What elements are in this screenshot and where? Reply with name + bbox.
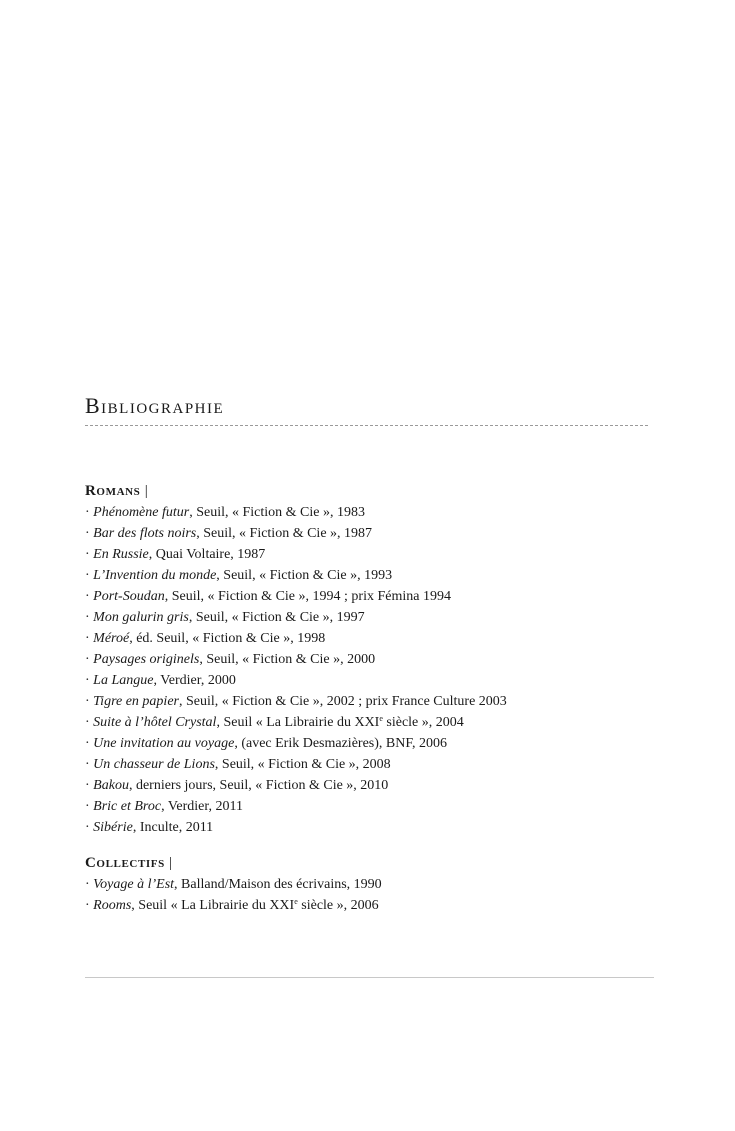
list-item xyxy=(85,895,382,916)
book-title: Paysages originels xyxy=(93,652,200,667)
book-title: Tigre en papier xyxy=(93,694,179,709)
book-title: Bakou xyxy=(93,778,129,793)
collectifs-list xyxy=(85,874,382,916)
book-title: Bric et Broc xyxy=(93,799,162,814)
bullet: · xyxy=(85,898,90,913)
book-title: Phénomène futur xyxy=(93,505,190,520)
book-details: , (avec Erik Desmazières), BNF, 2006 xyxy=(234,736,448,751)
bullet: · xyxy=(85,877,90,892)
book-details: , Seuil « La Librairie du XXI xyxy=(216,715,380,730)
list-item xyxy=(85,754,507,775)
book-title: Sibérie xyxy=(93,820,133,835)
section-title-collectifs xyxy=(85,853,382,874)
list-item xyxy=(85,544,507,565)
section-label: Romans xyxy=(85,483,141,499)
bullet: · xyxy=(85,715,90,730)
bullet: · xyxy=(85,799,90,814)
book-details: , derniers jours, Seuil, « Fiction & Cie », 2010 xyxy=(128,778,389,793)
page-title: Bibliographie xyxy=(85,393,225,418)
book-title: Méroé xyxy=(93,631,130,646)
list-item xyxy=(85,775,507,796)
list-item xyxy=(85,607,507,628)
bullet: · xyxy=(85,652,90,667)
bullet: · xyxy=(85,568,90,583)
book-title: Suite à l’hôtel Crystal xyxy=(93,715,217,730)
book-details: , Verdier, 2011 xyxy=(161,799,243,814)
section-separator: | xyxy=(169,855,173,871)
list-item xyxy=(85,874,382,895)
list-item xyxy=(85,817,507,838)
section-label: Collectifs xyxy=(85,855,165,871)
book-details: , éd. Seuil, « Fiction & Cie », 1998 xyxy=(129,631,326,646)
book-title: Une invitation au voyage xyxy=(93,736,235,751)
list-item xyxy=(85,733,507,754)
superscript: e xyxy=(294,897,298,906)
section-separator: | xyxy=(144,483,149,499)
dashed-divider xyxy=(85,425,648,426)
book-details: , Verdier, 2000 xyxy=(153,673,236,688)
bullet: · xyxy=(85,736,90,751)
book-details: , Balland/Maison des écrivains, 1990 xyxy=(174,877,382,892)
book-title: Bar des flots noirs xyxy=(93,526,197,541)
book-details: , Quai Voltaire, 1987 xyxy=(148,547,266,562)
book-details: , Seuil, « Fiction & Cie », 1993 xyxy=(216,568,393,583)
bullet: · xyxy=(85,673,90,688)
bullet: · xyxy=(85,631,90,646)
bullet: · xyxy=(85,694,90,709)
footer-divider xyxy=(85,977,654,978)
bullet: · xyxy=(85,547,90,562)
book-details-after: siècle », 2004 xyxy=(382,715,464,730)
bullet: · xyxy=(85,757,90,772)
book-title: Port-Soudan xyxy=(93,589,165,604)
book-details: , Seuil, « Fiction & Cie », 1987 xyxy=(196,526,373,541)
book-details: , Seuil, « Fiction & Cie », 1994 ; prix Fémina 1994 xyxy=(164,589,451,604)
section-collectifs xyxy=(85,853,382,916)
book-details: , Seuil, « Fiction & Cie », 2008 xyxy=(214,757,391,772)
bullet: · xyxy=(85,820,90,835)
list-item xyxy=(85,586,507,607)
book-details: , Seuil, « Fiction & Cie », 2000 xyxy=(199,652,376,667)
book-title: Voyage à l’Est xyxy=(93,877,175,892)
book-details-after: siècle », 2006 xyxy=(297,898,379,913)
superscript: e xyxy=(379,714,383,723)
book-details: , Seuil, « Fiction & Cie », 1983 xyxy=(189,505,365,520)
bullet: · xyxy=(85,610,90,625)
list-item xyxy=(85,649,507,670)
bullet: · xyxy=(85,505,90,520)
list-item xyxy=(85,712,507,733)
bullet: · xyxy=(85,778,90,793)
list-item xyxy=(85,670,507,691)
list-item xyxy=(85,691,507,712)
list-item xyxy=(85,796,507,817)
romans-list xyxy=(85,502,507,838)
book-title: La Langue xyxy=(93,673,154,688)
list-item xyxy=(85,565,507,586)
book-details: , Seuil, « Fiction & Cie », 1997 xyxy=(188,610,365,625)
book-title: Un chasseur de Lions xyxy=(93,757,215,772)
list-item xyxy=(85,523,507,544)
book-title: Rooms xyxy=(93,898,132,913)
book-details: , Seuil, « Fiction & Cie », 2002 ; prix France Culture 2003 xyxy=(178,694,507,709)
section-romans xyxy=(85,481,507,838)
list-item xyxy=(85,628,507,649)
book-title: En Russie xyxy=(93,547,149,562)
book-title: Mon galurin gris xyxy=(93,610,189,625)
book-details: , Inculte, 2011 xyxy=(132,820,214,835)
bullet: · xyxy=(85,589,90,604)
list-item xyxy=(85,502,507,523)
section-title-romans xyxy=(85,481,507,502)
book-title: L’Invention du monde xyxy=(93,568,217,583)
bullet: · xyxy=(85,526,90,541)
book-details: , Seuil « La Librairie du XXI xyxy=(131,898,295,913)
